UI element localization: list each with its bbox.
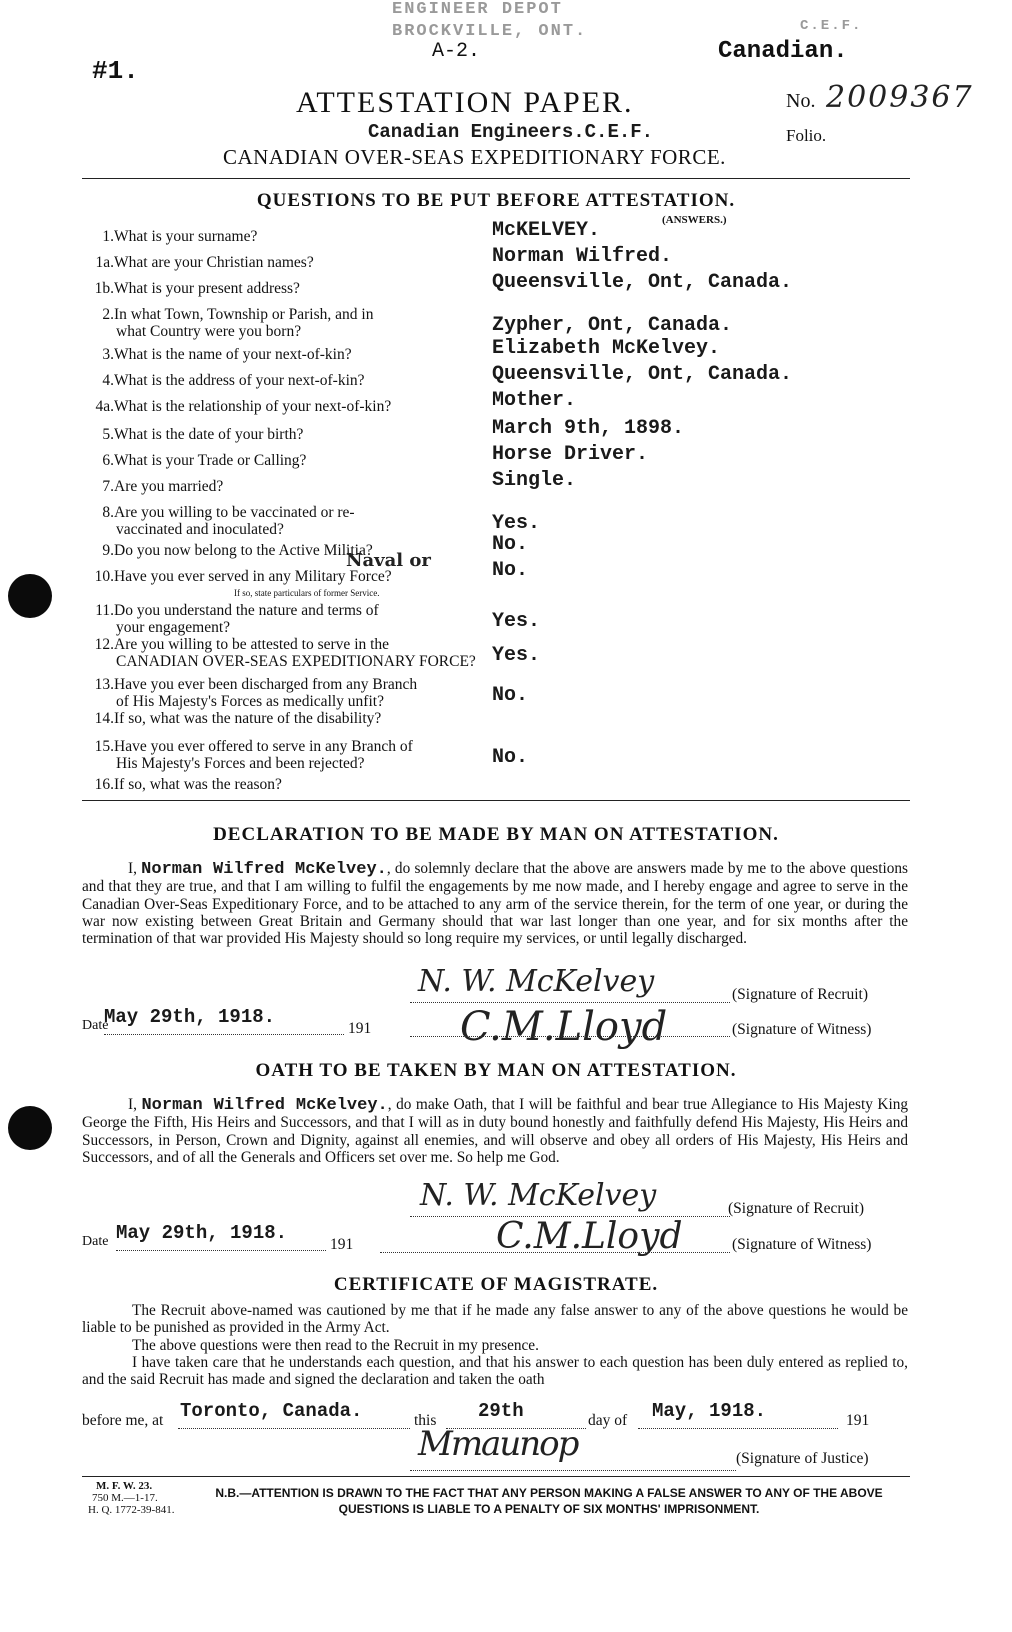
certificate-paragraph-3: I have taken care that he understands each question, and that his answer to each question has been duly entered as replied to, and the said Recruit has made and signed the declaration and taken the oath: [82, 1353, 908, 1389]
question-number: 9.: [102, 542, 114, 559]
question-text: [114, 710, 544, 727]
question-row: [84, 533, 910, 559]
declaration-date: May 29th, 1918.: [104, 1006, 276, 1028]
question-number: 4a.: [95, 398, 114, 415]
justice-sig-label: (Signature of Justice): [736, 1450, 869, 1467]
question-number: 12.: [94, 636, 114, 653]
question-line: If so, what was the nature of the disability?: [114, 710, 382, 727]
answer-value: Horse Driver.: [492, 443, 649, 466]
oath-witness-sig-line: [380, 1252, 730, 1253]
nationality: Canadian.: [718, 38, 848, 65]
oath-date: May 29th, 1918.: [116, 1222, 288, 1244]
question-number: 7.: [102, 478, 114, 495]
question-number: 3.: [102, 346, 114, 363]
question-row: [84, 738, 910, 772]
declaration-year-prefix: 191: [348, 1020, 372, 1037]
question-line: CANADIAN OVER-SEAS EXPEDITIONARY FORCE?: [116, 653, 476, 670]
question-line: What is the relationship of your next-of-kin?: [114, 398, 392, 415]
question-line: Have you ever served in any Military Force?: [114, 568, 392, 585]
month-line: [638, 1428, 838, 1429]
answer-value: No.: [492, 559, 529, 582]
answer-value: Yes.: [492, 644, 541, 667]
question-text: [114, 568, 544, 585]
certificate-year-prefix: 191: [846, 1412, 870, 1429]
question-text: [114, 254, 544, 271]
form-number: #1.: [92, 56, 139, 86]
question-text: [114, 738, 544, 772]
question-row: [84, 636, 910, 670]
question-number: 15.: [94, 738, 114, 755]
question-row: [84, 676, 910, 710]
attestation-day: 29th: [478, 1400, 524, 1422]
form-code-1: M. F. W. 23.: [96, 1480, 153, 1492]
question-number: 14.: [94, 710, 114, 727]
unit-name: Canadian Engineers.C.E.F.: [368, 121, 654, 143]
question-row: [84, 363, 910, 389]
declaration-recruit-sig-line: [410, 1002, 730, 1003]
question-text: [114, 426, 544, 443]
answer-value: Yes.: [492, 512, 541, 535]
certificate-paragraph-2: The above questions were then read to the Recruit in my presence.: [132, 1336, 539, 1354]
punch-hole-lower: [8, 1106, 52, 1150]
question-number: 13.: [94, 676, 114, 693]
question-line: Do you understand the nature and terms of: [114, 602, 379, 619]
form-code-2: 750 M.—1-17.: [92, 1492, 158, 1504]
oath-body: bear true Allegiance to His Majesty King George the Fifth, His Heirs and Successors, and that I will as in duty bound honestly and faithfully defend His Majesty, His Heirs and Successors, in Person, Crown and Dignity, against all enemies, and will observe and obey all orders of His Majesty, His Heirs and Successors, and of all the Generals and Officers set over me. So help me God.: [82, 1096, 909, 1166]
declaration-date-line: [104, 1034, 344, 1035]
question-number: 4.: [102, 372, 114, 389]
question-note: If so, state particulars of former Service.: [234, 588, 380, 598]
question-row: [84, 504, 910, 538]
question-number: 6.: [102, 452, 114, 469]
depot-stamp-place: BROCKVILLE, ONT.: [392, 22, 588, 41]
answer-value: Elizabeth McKelvey.: [492, 337, 721, 360]
question-text: [114, 228, 544, 245]
question-row: [84, 602, 910, 636]
declaration-first-line: , do solemnly declare that the above are answers: [386, 860, 687, 877]
question-number: 10.: [94, 568, 114, 585]
question-row: [84, 710, 910, 727]
regimental-number: 2009367: [826, 80, 974, 115]
this-label: this: [414, 1412, 437, 1429]
question-line: In what Town, Township or Parish, and in: [114, 306, 374, 323]
corner-stamp: C.E.F.: [800, 18, 863, 34]
declaration-body: made by me to the above questions and that they are true, and that I am willing to fulfil the engagements by me now made, and I hereby engage and agree to serve in the Canadian Over-Seas Expeditionary Force, and to be attached to any arm of the service therein, for the term of one year, or during the war now existing between Great Britain and Germany should that war last longer than one year, and for six months after the termination of that war provided His Majesty should so long require my services, or until legally discharged.: [82, 860, 908, 948]
question-text: [114, 676, 544, 710]
oath-recruit-sig-label: (Signature of Recruit): [728, 1200, 865, 1217]
question-text: [114, 398, 544, 415]
question-row: [84, 389, 910, 415]
question-line: vaccinated and inoculated?: [116, 521, 284, 538]
declaration-witness-sig-line: [410, 1036, 730, 1037]
footer-rule: [82, 1476, 910, 1477]
oath-witness-signature: C.M.Lloyd: [496, 1216, 683, 1257]
answer-value: Zypher, Ont, Canada.: [492, 314, 733, 337]
certificate-heading: CERTIFICATE OF MAGISTRATE.: [333, 1274, 659, 1295]
declaration-recruit-signature: N. W. McKelvey: [418, 964, 655, 999]
question-line: What is the name of your next-of-kin?: [114, 346, 352, 363]
question-line: Do you now belong to the Active Militia?: [114, 542, 373, 559]
answer-value: McKELVEY.: [492, 219, 601, 242]
answer-value: Norman Wilfred.: [492, 245, 673, 268]
questions-rule: [82, 800, 910, 801]
oath-year-prefix: 191: [330, 1236, 354, 1253]
question-number: 1.: [102, 228, 114, 245]
day-of-label: day of: [588, 1412, 628, 1429]
document-title: ATTESTATION PAPER.: [296, 86, 634, 119]
declaration-date-label: Date: [82, 1018, 109, 1033]
attestation-month-year: May, 1918.: [652, 1400, 767, 1422]
penalty-notice: N.B.—ATTENTION IS DRAWN TO THE FACT THAT ANY PERSON MAKING A FALSE ANSWER TO ANY OF THE ABOVE QUESTIONS IS LIABLE TO A PENALTY OF SIX MONTHS' IMPRISONMENT.: [215, 1486, 883, 1516]
question-line: What is the address of your next-of-kin?: [114, 372, 365, 389]
question-text: [114, 636, 544, 670]
question-line: What is the date of your birth?: [114, 426, 304, 443]
justice-sig-line: [410, 1470, 736, 1471]
header-rule: [82, 178, 910, 179]
question-line: Have you ever offered to serve in any Branch of: [114, 738, 413, 755]
certificate-text: [82, 1302, 908, 1388]
question-number: 16.: [94, 776, 114, 793]
declaration-text: [82, 860, 908, 947]
question-line: What are your Christian names?: [114, 254, 314, 271]
oath-date-label: Date: [82, 1234, 109, 1249]
justice-signature: Mmaunop: [418, 1424, 578, 1464]
question-number: 5.: [102, 426, 114, 443]
regimental-no-label: No.: [786, 90, 816, 112]
oath-date-line: [116, 1250, 326, 1251]
punch-hole-upper: [8, 574, 52, 618]
question-row: [84, 776, 910, 793]
question-number: 1b.: [94, 280, 114, 297]
answer-value: Queensville, Ont, Canada.: [492, 271, 793, 294]
question-row: [84, 417, 910, 443]
answers-label: (ANSWERS.): [662, 214, 727, 226]
answer-value: Queensville, Ont, Canada.: [492, 363, 793, 386]
oath-name: Norman Wilfred McKelvey.: [141, 1096, 388, 1115]
question-text: [114, 542, 544, 559]
answer-value: Mother.: [492, 389, 577, 412]
question-text: [114, 306, 544, 340]
question-row: [84, 337, 910, 363]
series-code: A-2.: [432, 40, 481, 63]
question-text: [114, 452, 544, 469]
declaration-recruit-sig-label: (Signature of Recruit): [732, 986, 869, 1003]
question-number: 8.: [102, 504, 114, 521]
question-line: your engagement?: [116, 619, 231, 636]
question-text: [114, 504, 544, 538]
form-code-3: H. Q. 1772-39-841.: [88, 1504, 175, 1516]
question-line: Are you married?: [114, 478, 224, 495]
question-line: of His Majesty's Forces as medically unfit?: [116, 693, 384, 710]
question-line: His Majesty's Forces and been rejected?: [116, 755, 365, 772]
certificate-paragraph-1: The Recruit above-named was cautioned by me that if he made any false answer to any of the above questions he would be liable to be punished as provided in the Army Act.: [82, 1302, 908, 1337]
question-text: [114, 776, 544, 793]
answer-value: No.: [492, 684, 529, 707]
declaration-witness-signature: C.M.Lloyd: [460, 1004, 668, 1050]
depot-stamp: ENGINEER DEPOT: [392, 0, 563, 19]
answer-value: Yes.: [492, 610, 541, 633]
oath-lead: I,: [128, 1096, 137, 1113]
before-me-label: before me, at: [82, 1412, 164, 1429]
attestation-place: Toronto, Canada.: [180, 1400, 363, 1422]
question-text: [114, 602, 544, 636]
question-line: Have you ever been discharged from any Branch: [114, 676, 418, 693]
oath-witness-sig-label: (Signature of Witness): [732, 1236, 872, 1253]
declaration-lead: I,: [128, 860, 137, 877]
question-line: What is your surname?: [114, 228, 258, 245]
question-row: [84, 271, 910, 297]
question-insert: Naval or: [346, 550, 431, 571]
question-text: [114, 346, 544, 363]
question-line: Are you willing to be vaccinated or re-: [114, 504, 355, 521]
question-line: Are you willing to be attested to serve in the: [114, 636, 390, 653]
declarant-name: Norman Wilfred McKelvey.: [141, 860, 387, 879]
answer-value: March 9th, 1898.: [492, 417, 685, 440]
answer-value: No.: [492, 533, 529, 556]
oath-recruit-signature: N. W. McKelvey: [420, 1178, 657, 1213]
folio-label: Folio.: [786, 126, 827, 145]
question-line: If so, what was the reason?: [114, 776, 282, 793]
question-line: what Country were you born?: [116, 323, 302, 340]
force-name: CANADIAN OVER-SEAS EXPEDITIONARY FORCE.: [223, 145, 726, 169]
place-line: [178, 1428, 410, 1429]
question-row: [84, 306, 910, 340]
question-number: 11.: [95, 602, 114, 619]
question-text: [114, 280, 544, 297]
oath-heading: OATH TO BE TAKEN BY MAN ON ATTESTATION.: [255, 1060, 737, 1081]
question-number: 1a.: [95, 254, 114, 271]
question-line: What is your Trade or Calling?: [114, 452, 307, 469]
question-row: [84, 443, 910, 469]
question-row: [84, 245, 910, 271]
declaration-witness-sig-label: (Signature of Witness): [732, 1021, 872, 1038]
oath-text: [82, 1096, 908, 1166]
question-number: 2.: [102, 306, 114, 323]
question-text: [114, 478, 544, 495]
question-row: [84, 469, 910, 495]
oath-first-line: , do make Oath, that I will be faithful and: [387, 1096, 648, 1113]
answer-value: Single.: [492, 469, 577, 492]
answer-value: No.: [492, 746, 529, 769]
declaration-heading: DECLARATION TO BE MADE BY MAN ON ATTESTATION.: [213, 824, 779, 845]
question-line: What is your present address?: [114, 280, 300, 297]
question-text: [114, 372, 544, 389]
questions-heading: QUESTIONS TO BE PUT BEFORE ATTESTATION.: [256, 190, 736, 211]
